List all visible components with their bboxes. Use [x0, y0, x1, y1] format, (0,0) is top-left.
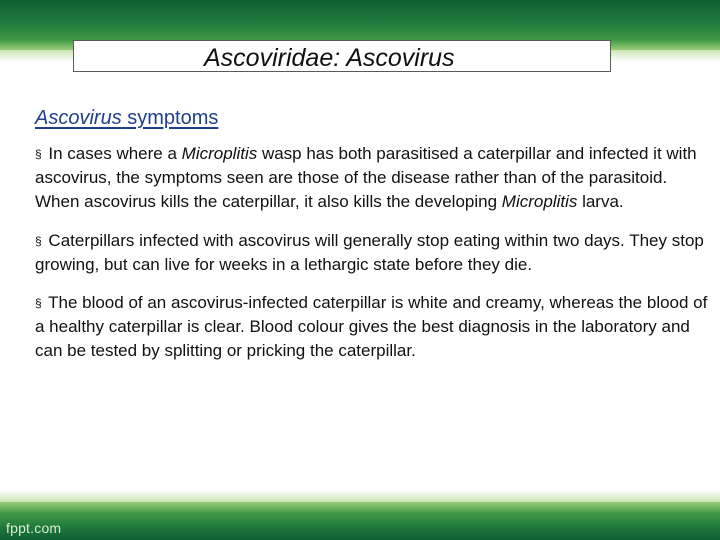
bottom-band-fade [0, 490, 720, 502]
title-genus: Ascovirus [346, 44, 455, 72]
paragraph-1 [35, 142, 715, 215]
paragraph-2-text: Caterpillars infected with ascovirus will generally stop eating within two days. They stop growing, but can live for weeks in a lethargic state before they die. [35, 230, 704, 274]
slide-title-box [73, 40, 611, 72]
paragraph-1-text-c: larva. [577, 192, 624, 212]
paragraph-2 [35, 229, 715, 277]
slide-title [204, 44, 455, 73]
slide-content [35, 107, 715, 378]
paragraph-1-genus-a: Microplitis [181, 144, 258, 163]
bullet-icon: § [35, 147, 42, 161]
watermark-text: fppt.com [6, 520, 62, 536]
paragraph-1-text-b: wasp has both parasitised a caterpillar and infected it with ascovirus, the symptoms seen are those of the disease rather than of the parasitoid. When ascovirus kills the caterpillar, it also kills the developing [35, 144, 697, 212]
section-heading [35, 107, 715, 130]
title-family: Ascoviridae: [204, 44, 347, 72]
paragraph-3 [35, 291, 715, 364]
paragraph-1-genus-b: Microplitis [501, 192, 578, 212]
bullet-icon: § [35, 296, 42, 311]
bottom-green-band [0, 502, 720, 540]
bullet-icon: § [35, 233, 42, 248]
paragraph-3-text: The blood of an ascovirus-infected caterpillar is white and creamy, whereas the blood of a healthy caterpillar is clear. Blood colour gives the best diagnosis in the laboratory and can be tested by splitting or pricking the caterpillar. [35, 293, 708, 361]
heading-genus: Ascovirus [35, 107, 122, 129]
heading-rest: symptoms [121, 107, 219, 129]
paragraph-1-text-a: In cases where a [43, 144, 182, 163]
